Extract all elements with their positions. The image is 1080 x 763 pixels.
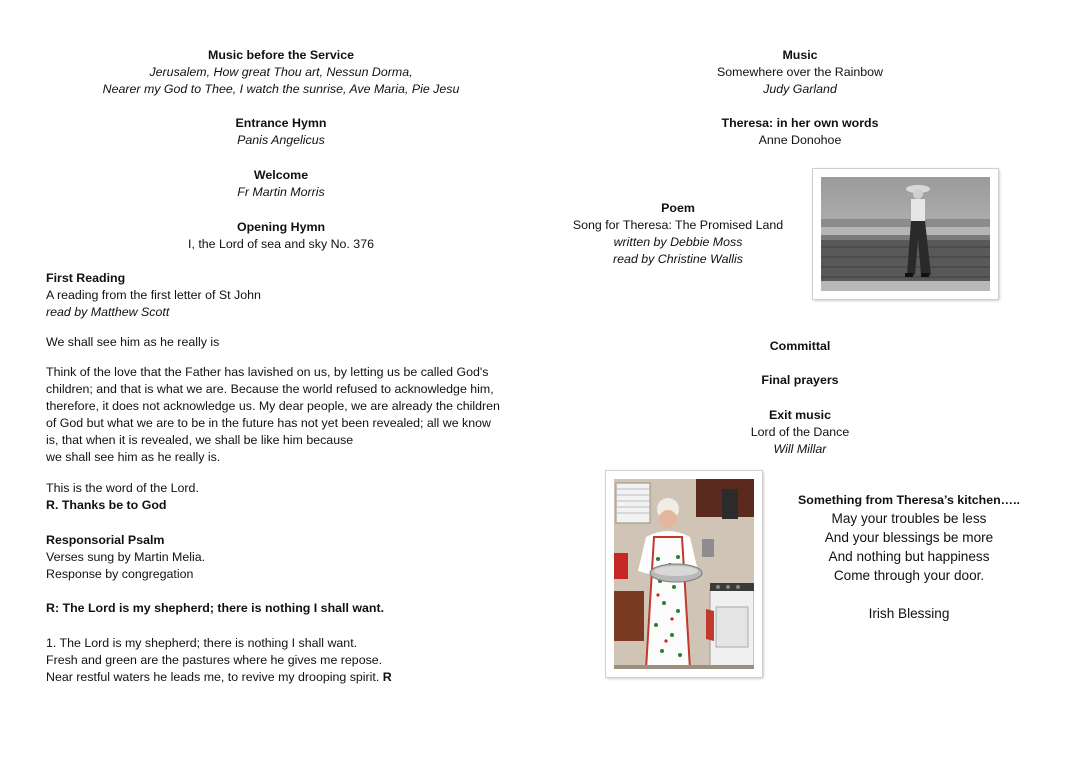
poem-section xyxy=(548,200,808,268)
poem-reader: read by Christine Wallis xyxy=(613,252,743,266)
entrance-hymn-section xyxy=(46,115,516,149)
blessing-line: May your troubles be less xyxy=(831,511,987,526)
reading-line: of God but what we are to be in the future has not yet been revealed; all we know xyxy=(46,416,491,430)
reading-line: Think of the love that the Father has lavished on us, by letting us be called God's xyxy=(46,365,489,379)
own-words-section xyxy=(640,115,960,149)
music-before-line1: Jerusalem, How great Thou art, Nessun Dorma, xyxy=(149,65,413,79)
poem-title: Poem xyxy=(661,201,695,215)
reading-line: we shall see him as he really is. xyxy=(46,450,221,464)
psalm-line2: Response by congregation xyxy=(46,567,194,581)
kitchen-title: Something from Theresa’s kitchen….. xyxy=(798,493,1020,507)
first-reading-source: A reading from the first letter of St John xyxy=(46,288,261,302)
psalm-verse-text: Near restful waters he leads me, to revive my drooping spirit. xyxy=(46,670,380,684)
welcome-title: Welcome xyxy=(253,168,309,182)
reading-line: is, that when it is revealed, we shall be like him because xyxy=(46,433,354,447)
exit-music-section xyxy=(640,407,960,458)
psalm-title: Responsorial Psalm xyxy=(46,533,165,547)
opening-hymn-piece: I, the Lord of sea and sky No. 376 xyxy=(188,237,374,251)
poem-writer: written by Debbie Moss xyxy=(613,235,743,249)
kitchen-photo xyxy=(606,471,762,677)
psalm-verse xyxy=(46,635,522,686)
first-reading-reader: read by Matthew Scott xyxy=(46,305,170,319)
own-words-person: Anne Donohoe xyxy=(758,133,842,147)
psalm-verse-marker: R xyxy=(382,670,392,684)
welcome-person: Fr Martin Morris xyxy=(237,185,325,199)
first-reading-title: First Reading xyxy=(46,271,126,285)
reading-line: children; and that is what we are. Because the world refused to acknowledge him, xyxy=(46,382,494,396)
psalm-header xyxy=(46,532,522,583)
entrance-hymn-piece: Panis Angelicus xyxy=(237,133,325,147)
blessing-line: And nothing but happiness xyxy=(828,549,990,564)
blessing-attribution: Irish Blessing xyxy=(868,606,950,621)
first-reading-body xyxy=(46,364,522,466)
psalm-response: R: The Lord is my shepherd; there is nothing I shall want. xyxy=(46,601,385,615)
music-piece: Somewhere over the Rainbow xyxy=(717,65,883,79)
welcome-section xyxy=(46,167,516,201)
kitchen-section xyxy=(780,492,1038,623)
music-title: Music xyxy=(782,48,818,62)
opening-hymn-section xyxy=(46,219,516,253)
psalm-verse-line: 1. The Lord is my shepherd; there is nothing I shall want. xyxy=(46,636,358,650)
music-before-line2: Nearer my God to Thee, I watch the sunrise, Ave Maria, Pie Jesu xyxy=(102,82,460,96)
opening-hymn-title: Opening Hymn xyxy=(236,220,326,234)
psalm-verse-line: Fresh and green are the pastures where he gives me repose. xyxy=(46,653,383,667)
psalm-line1: Verses sung by Martin Melia. xyxy=(46,550,206,564)
first-reading-heading: We shall see him as he really is xyxy=(46,335,220,349)
final-prayers-title: Final prayers xyxy=(761,373,839,387)
kitchen-photo-icon xyxy=(614,479,754,669)
blessing-line: Come through your door. xyxy=(833,568,985,583)
exit-music-title: Exit music xyxy=(769,408,831,422)
first-reading-closing: This is the word of the Lord. xyxy=(46,481,199,495)
music-artist: Judy Garland xyxy=(763,82,837,96)
seaside-photo-icon xyxy=(821,177,990,291)
music-section xyxy=(640,47,960,98)
first-reading-closing-block xyxy=(46,480,522,514)
own-words-title: Theresa: in her own words xyxy=(721,116,879,130)
committal-title: Committal xyxy=(769,339,831,353)
music-before-section xyxy=(46,47,516,98)
blessing-line: And your blessings be more xyxy=(824,530,994,545)
seaside-photo xyxy=(813,169,998,299)
exit-music-artist: Will Millar xyxy=(773,442,827,456)
poem-piece: Song for Theresa: The Promised Land xyxy=(572,218,784,232)
entrance-hymn-title: Entrance Hymn xyxy=(235,116,327,130)
reading-line: therefore, it does not acknowledge us. My dear people, we are already the children xyxy=(46,399,500,413)
first-reading-header xyxy=(46,270,522,321)
music-before-title: Music before the Service xyxy=(208,48,354,62)
psalm-verse-line-last xyxy=(46,669,522,686)
exit-music-piece: Lord of the Dance xyxy=(750,425,850,439)
first-reading-response: R. Thanks be to God xyxy=(46,498,167,512)
